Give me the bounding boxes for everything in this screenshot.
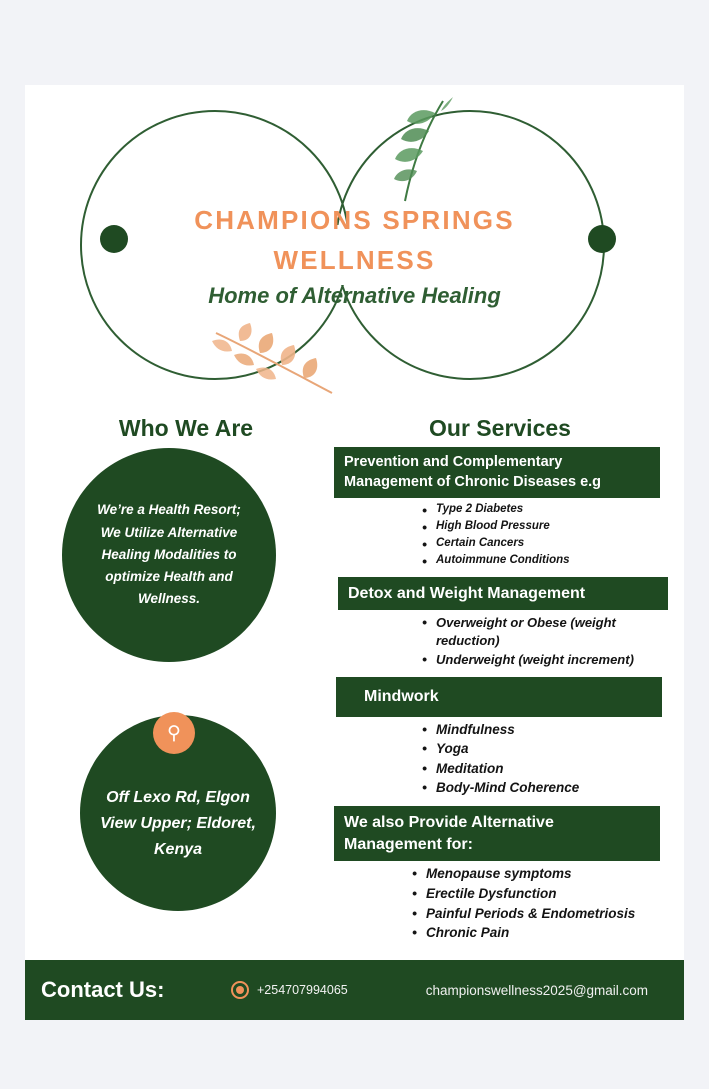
service-band-alternative: We also Provide Alternative Management for: [334, 806, 660, 861]
list-item: • Type 2 Diabetes [436, 502, 670, 518]
logo-title [25, 200, 684, 281]
service-band-detox: Detox and Weight Management [338, 577, 668, 611]
list-item: • Overweight or Obese (weight reduction) [436, 614, 670, 650]
about-circle [62, 448, 276, 662]
list-item: • Mindfulness [436, 721, 670, 740]
logo-tagline: Home of Alternative Healing [208, 283, 501, 308]
list-item: • Meditation [436, 760, 670, 779]
logo-title-line2: WELLNESS [273, 245, 436, 276]
about-text: We’re a Health Resort; We Utilize Alternative Healing Modalities to optimize Health and Wellness. [97, 502, 241, 607]
services-list [330, 447, 670, 951]
whatsapp-icon [231, 981, 249, 999]
list-item: • Yoga [436, 740, 670, 759]
leaf-branch-icon [383, 97, 453, 207]
service-items-mindwork [330, 721, 670, 799]
contact-bar [25, 960, 684, 1020]
service-band-chronic: Prevention and Complementary Management of Chronic Diseases e.g [334, 447, 660, 498]
list-item: • Autoimmune Conditions [436, 553, 670, 569]
list-item: • Menopause symptoms [426, 865, 670, 884]
service-items-chronic [330, 502, 670, 568]
contact-title: Contact Us: [41, 977, 165, 1002]
list-item: • Erectile Dysfunction [426, 885, 670, 904]
wheat-branch-icon [210, 323, 345, 403]
service-band-mindwork: Mindwork [336, 677, 662, 717]
list-item: • Chronic Pain [426, 924, 670, 943]
logo-header [25, 85, 684, 405]
service-items-detox [330, 614, 670, 669]
logo-title-line1: CHAMPIONS SPRINGS [194, 205, 515, 235]
our-services-heading: Our Services [429, 415, 571, 441]
service-items-alternative [330, 865, 670, 943]
list-item: • Body-Mind Coherence [436, 779, 670, 798]
contact-phone[interactable] [231, 981, 348, 999]
list-item: • Certain Cancers [436, 536, 670, 552]
flyer-card [25, 85, 684, 1020]
list-item: • Underweight (weight increment) [436, 651, 670, 669]
list-item: • Painful Periods & Endometriosis [426, 905, 670, 924]
location-text: Off Lexo Rd, Elgon View Upper; Eldoret, Kenya [100, 789, 256, 858]
contact-phone-text: +254707994065 [257, 983, 348, 997]
location-pin-icon: ⚲ [153, 712, 195, 754]
contact-email[interactable]: championswellness2025@gmail.com [425, 982, 649, 998]
who-we-are-heading: Who We Are [118, 415, 254, 441]
list-item: • High Blood Pressure [436, 519, 670, 535]
